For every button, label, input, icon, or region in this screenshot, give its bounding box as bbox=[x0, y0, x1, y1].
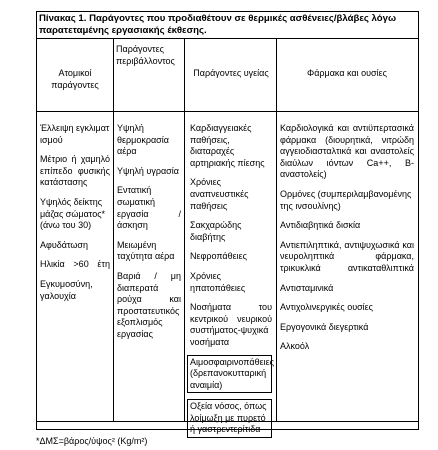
drug-item: Αντιεπιληπτικά, αντιψυχωσικά και νευροληπτικά φάρμακα, τρικυκλικά αντικαταθλιπτικά bbox=[280, 239, 414, 273]
drug-item: Ορμόνες (συμπεριλαμβανομένης της ινσουλίνης) bbox=[280, 188, 412, 211]
drug-item: Εργογονικά διεγερτικά bbox=[280, 321, 369, 332]
table-frame bbox=[36, 11, 419, 435]
health-factors-list bbox=[190, 123, 272, 446]
drug-item: Αλκοόλ bbox=[280, 341, 310, 352]
health-factor-item: Νεφροπάθειες bbox=[190, 251, 247, 262]
individual-factor-item: Ηλικία >60 έτη bbox=[40, 259, 110, 270]
individual-factor-item: Αφυδάτωση bbox=[40, 239, 88, 250]
header-environmental-factors: Παράγοντες περιβάλλοντος bbox=[116, 44, 175, 66]
column-divider-1 bbox=[113, 38, 114, 421]
individual-factor-item: Υψηλός δείκτης μάζας σώματος* (άνω του 30) bbox=[40, 196, 106, 231]
drug-item: Αντισταμινικά bbox=[280, 282, 334, 293]
drugs-substances-list bbox=[280, 123, 414, 361]
individual-factor-item: Εγκυμοσύνη, γαλουχία bbox=[40, 278, 93, 301]
column-divider-2 bbox=[184, 38, 185, 421]
health-factor-item: Νοσήματα του κεντρικού νευρικού συστήματος-ψυχικά νοσήματα bbox=[190, 302, 272, 347]
footnote: *ΔΜΣ=βάρος/ύψος² (Kg/m²) bbox=[36, 436, 148, 446]
individual-factor-item: Μέτριο ή χαμηλό επίπεδο φυσικής κατάστασης bbox=[40, 154, 110, 188]
health-factor-item: Σακχαρώδης διαβήτης bbox=[190, 220, 242, 242]
health-factor-item: Καρδιαγγειακές παθήσεις, διαταραχές αρτηριακής πίεσης bbox=[190, 123, 265, 168]
environmental-factor-item: Βαριά / μη διαπερατά ρούχα και προστατευτικός εξοπλισμός εργασίας bbox=[117, 270, 181, 339]
caption-divider bbox=[37, 38, 418, 39]
individual-factors-list bbox=[40, 123, 110, 310]
health-factor-item: Χρόνιες αναπνευστικές παθήσεις bbox=[190, 177, 249, 211]
drug-item: Αντιδιαβητικά δισκία bbox=[280, 220, 361, 231]
drug-item: Καρδιολογικά και αντιϋπερτασικά φάρμακα (διουρητικά, νιτρώδη αγγειοδιασταλτικά και αναστολείς διαύλων ιόντων Ca++, Β-αναστολείς) bbox=[280, 123, 414, 180]
health-factor-item: Χρόνιες ηπατοπάθειες bbox=[190, 270, 246, 293]
health-factor-item: Οξεία νόσος, όπως λοίμωξη με πυρετό ή γαστρεντερίτιδα bbox=[187, 399, 272, 438]
table-caption: Πίνακας 1. Παράγοντες που προδιαθέτουν σε θερμικές ασθένειες/βλάβες λόγω παρατεταμένης εργασιακής έκθεσης. bbox=[39, 13, 397, 36]
drug-item: Αντιχολινεργικές ουσίες bbox=[280, 302, 374, 313]
individual-factor-item: Έλλειψη εγκλιματισμού bbox=[40, 123, 110, 145]
environmental-factor-item: Μειωμένη ταχύτητα αέρα bbox=[117, 239, 175, 262]
column-divider-3 bbox=[276, 38, 277, 421]
environmental-factor-item: Υψηλή υγρασία bbox=[117, 165, 179, 176]
environmental-factors-list bbox=[117, 123, 181, 349]
header-drugs-substances: Φάρμακα και ουσίες bbox=[307, 68, 387, 78]
health-factor-item: Αιμοσφαιρινοπάθειες (δρεπανοκυτταρική αναιμία) bbox=[187, 355, 272, 394]
header-health-factors: Παράγοντες υγείας bbox=[193, 68, 269, 78]
environmental-factor-item: Υψηλή θερμοκρασία αέρα bbox=[117, 123, 169, 157]
header-divider bbox=[37, 111, 418, 112]
header-individual-factors: Ατομικοί παράγοντες bbox=[51, 68, 99, 90]
environmental-factor-item: Εντατική σωματική εργασία / άσκηση bbox=[117, 185, 181, 231]
